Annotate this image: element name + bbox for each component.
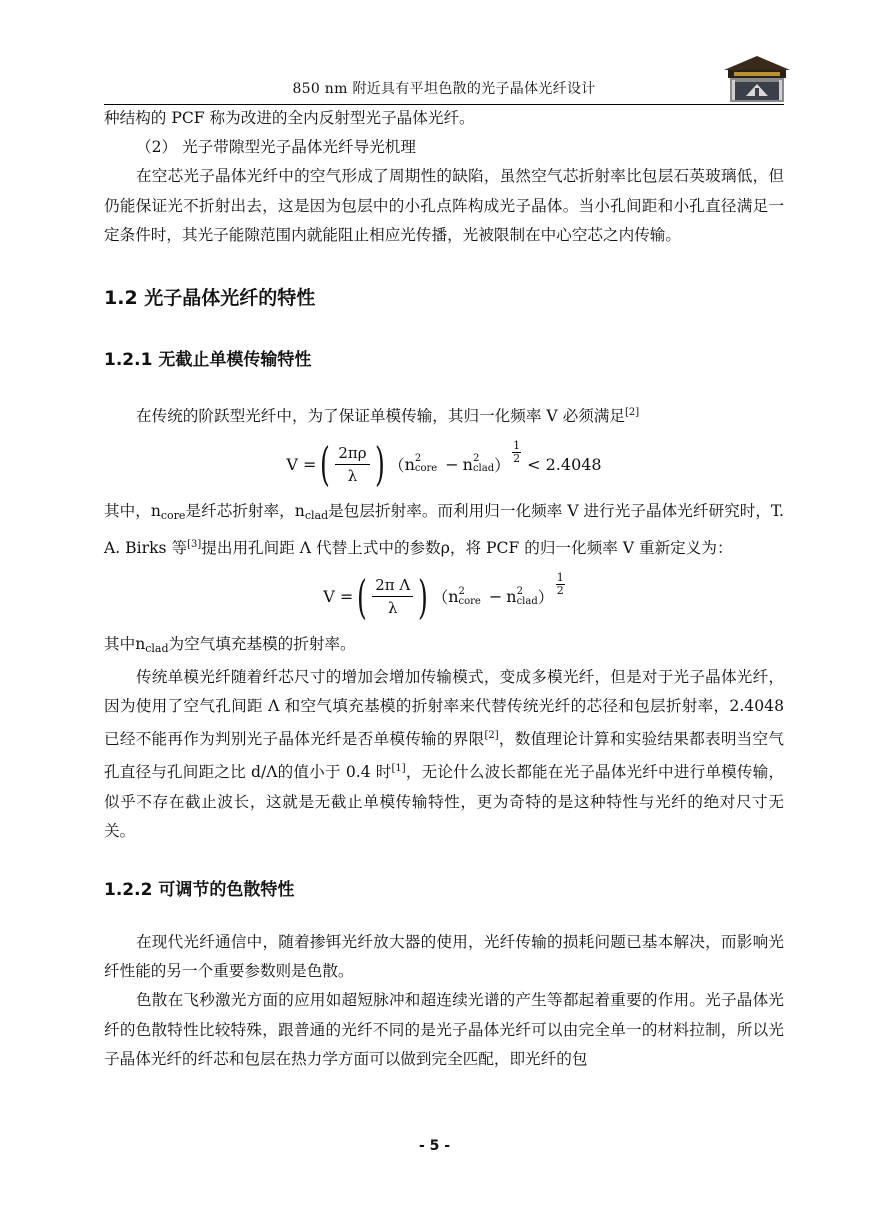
paragraph: 色散在飞秒激光方面的应用如超短脉冲和超连续光谱的产生等都起着重要的作用。光子晶体光纤的色散特性比较特殊，跟普通的光纤不同的是光子晶体光纤可以由完全单一的材料拉制，所以光子晶体光纤的纤芯和包层在热力学方面可以做到完全匹配，即光纤的包	[104, 991, 784, 1068]
citation-ref: [2]	[625, 407, 640, 419]
document-body	[104, 104, 784, 1074]
section-heading: 1.2 光子晶体光纤的特性	[104, 287, 316, 310]
paragraph: 在空芯光子晶体光纤中的空气形成了周期性的缺陷，虽然空气芯折射率比包层石英玻璃低，但仍能保证光不折射出去，这是因为包层中的小孔点阵构成光子晶体。当小孔间距和小孔直径满足一定条件时，其光子能隙范围内就能阻止相应光传播，光被限制在中心空芯之内传输。	[104, 167, 784, 244]
header-title: 850 nm 附近具有平坦色散的光子晶体光纤设计	[292, 81, 596, 97]
paragraph: 其中，$n_{core}$是纤芯折射率，$n_{clad}$是包层折射率。而利用归一化频率 V 进行光子晶体光纤研究时，T. A. Birks 等[3]提出用孔间距 Λ 代替上式中的参数ρ，将 PCF 的归一化频率 V 重新定义为：	[104, 502, 784, 558]
subsection-heading: 1.2.2 可调节的色散特性	[104, 880, 295, 901]
subsection-item: （2） 光子带隙型光子晶体光纤导光机理	[136, 138, 416, 157]
page-header	[104, 74, 784, 105]
equation-pcf-v: V = ( $\frac{\text{2π Λ}}{\lambda}$ ) （ n 2 core − n 2 clad ） 1 2	[323, 569, 564, 624]
equation-single-mode: V = ( $\frac{2\pi\rho}{\lambda}$ ) （ n 2 core − n 2 clad ） 1 2 < 2.4048	[286, 437, 602, 492]
paragraph: 种结构的 PCF 称为改进的全内反射型光子晶体光纤。	[104, 109, 475, 127]
subsection-heading: 1.2.1 无截止单模传输特性	[104, 350, 312, 371]
citation-ref: [1]	[391, 763, 406, 775]
paragraph: 在传统的阶跃型光纤中，为了保证单模传输，其归一化频率 V 必须满足[2]	[136, 407, 640, 426]
paragraph: 传统单模光纤随着纤芯尺寸的增加会增加传输模式，变成多模光纤，但是对于光子晶体光纤，因为使用了空气孔间距 Λ 和空气填充基模的折射率来代替传统光纤的芯径和包层折射率，2.4048 已经不能再作为判别光子晶体光纤是否单模传输的界限[2]，数值理论计算和实验结果都表明当空气孔直径与孔间距之比 d/Λ的值小于 0.4 时[1]，无论什么波长都能在光子晶体光纤中进行单模传输，似乎不存在截止波长，这就是无截止单模传输特性，更为奇特的是这种特性与光纤的绝对尺寸无关。	[104, 667, 784, 840]
university-logo	[718, 52, 796, 106]
paragraph: 在现代光纤通信中，随着掺铒光纤放大器的使用，光纤传输的损耗问题已基本解决，而影响光纤性能的另一个重要参数则是色散。	[104, 933, 784, 981]
citation-ref: [3]	[187, 539, 202, 551]
paragraph: 其中$n_{clad}$为空气填充基模的折射率。	[104, 634, 356, 655]
citation-ref: [2]	[484, 730, 499, 742]
page-number: - 5 -	[418, 1138, 451, 1154]
